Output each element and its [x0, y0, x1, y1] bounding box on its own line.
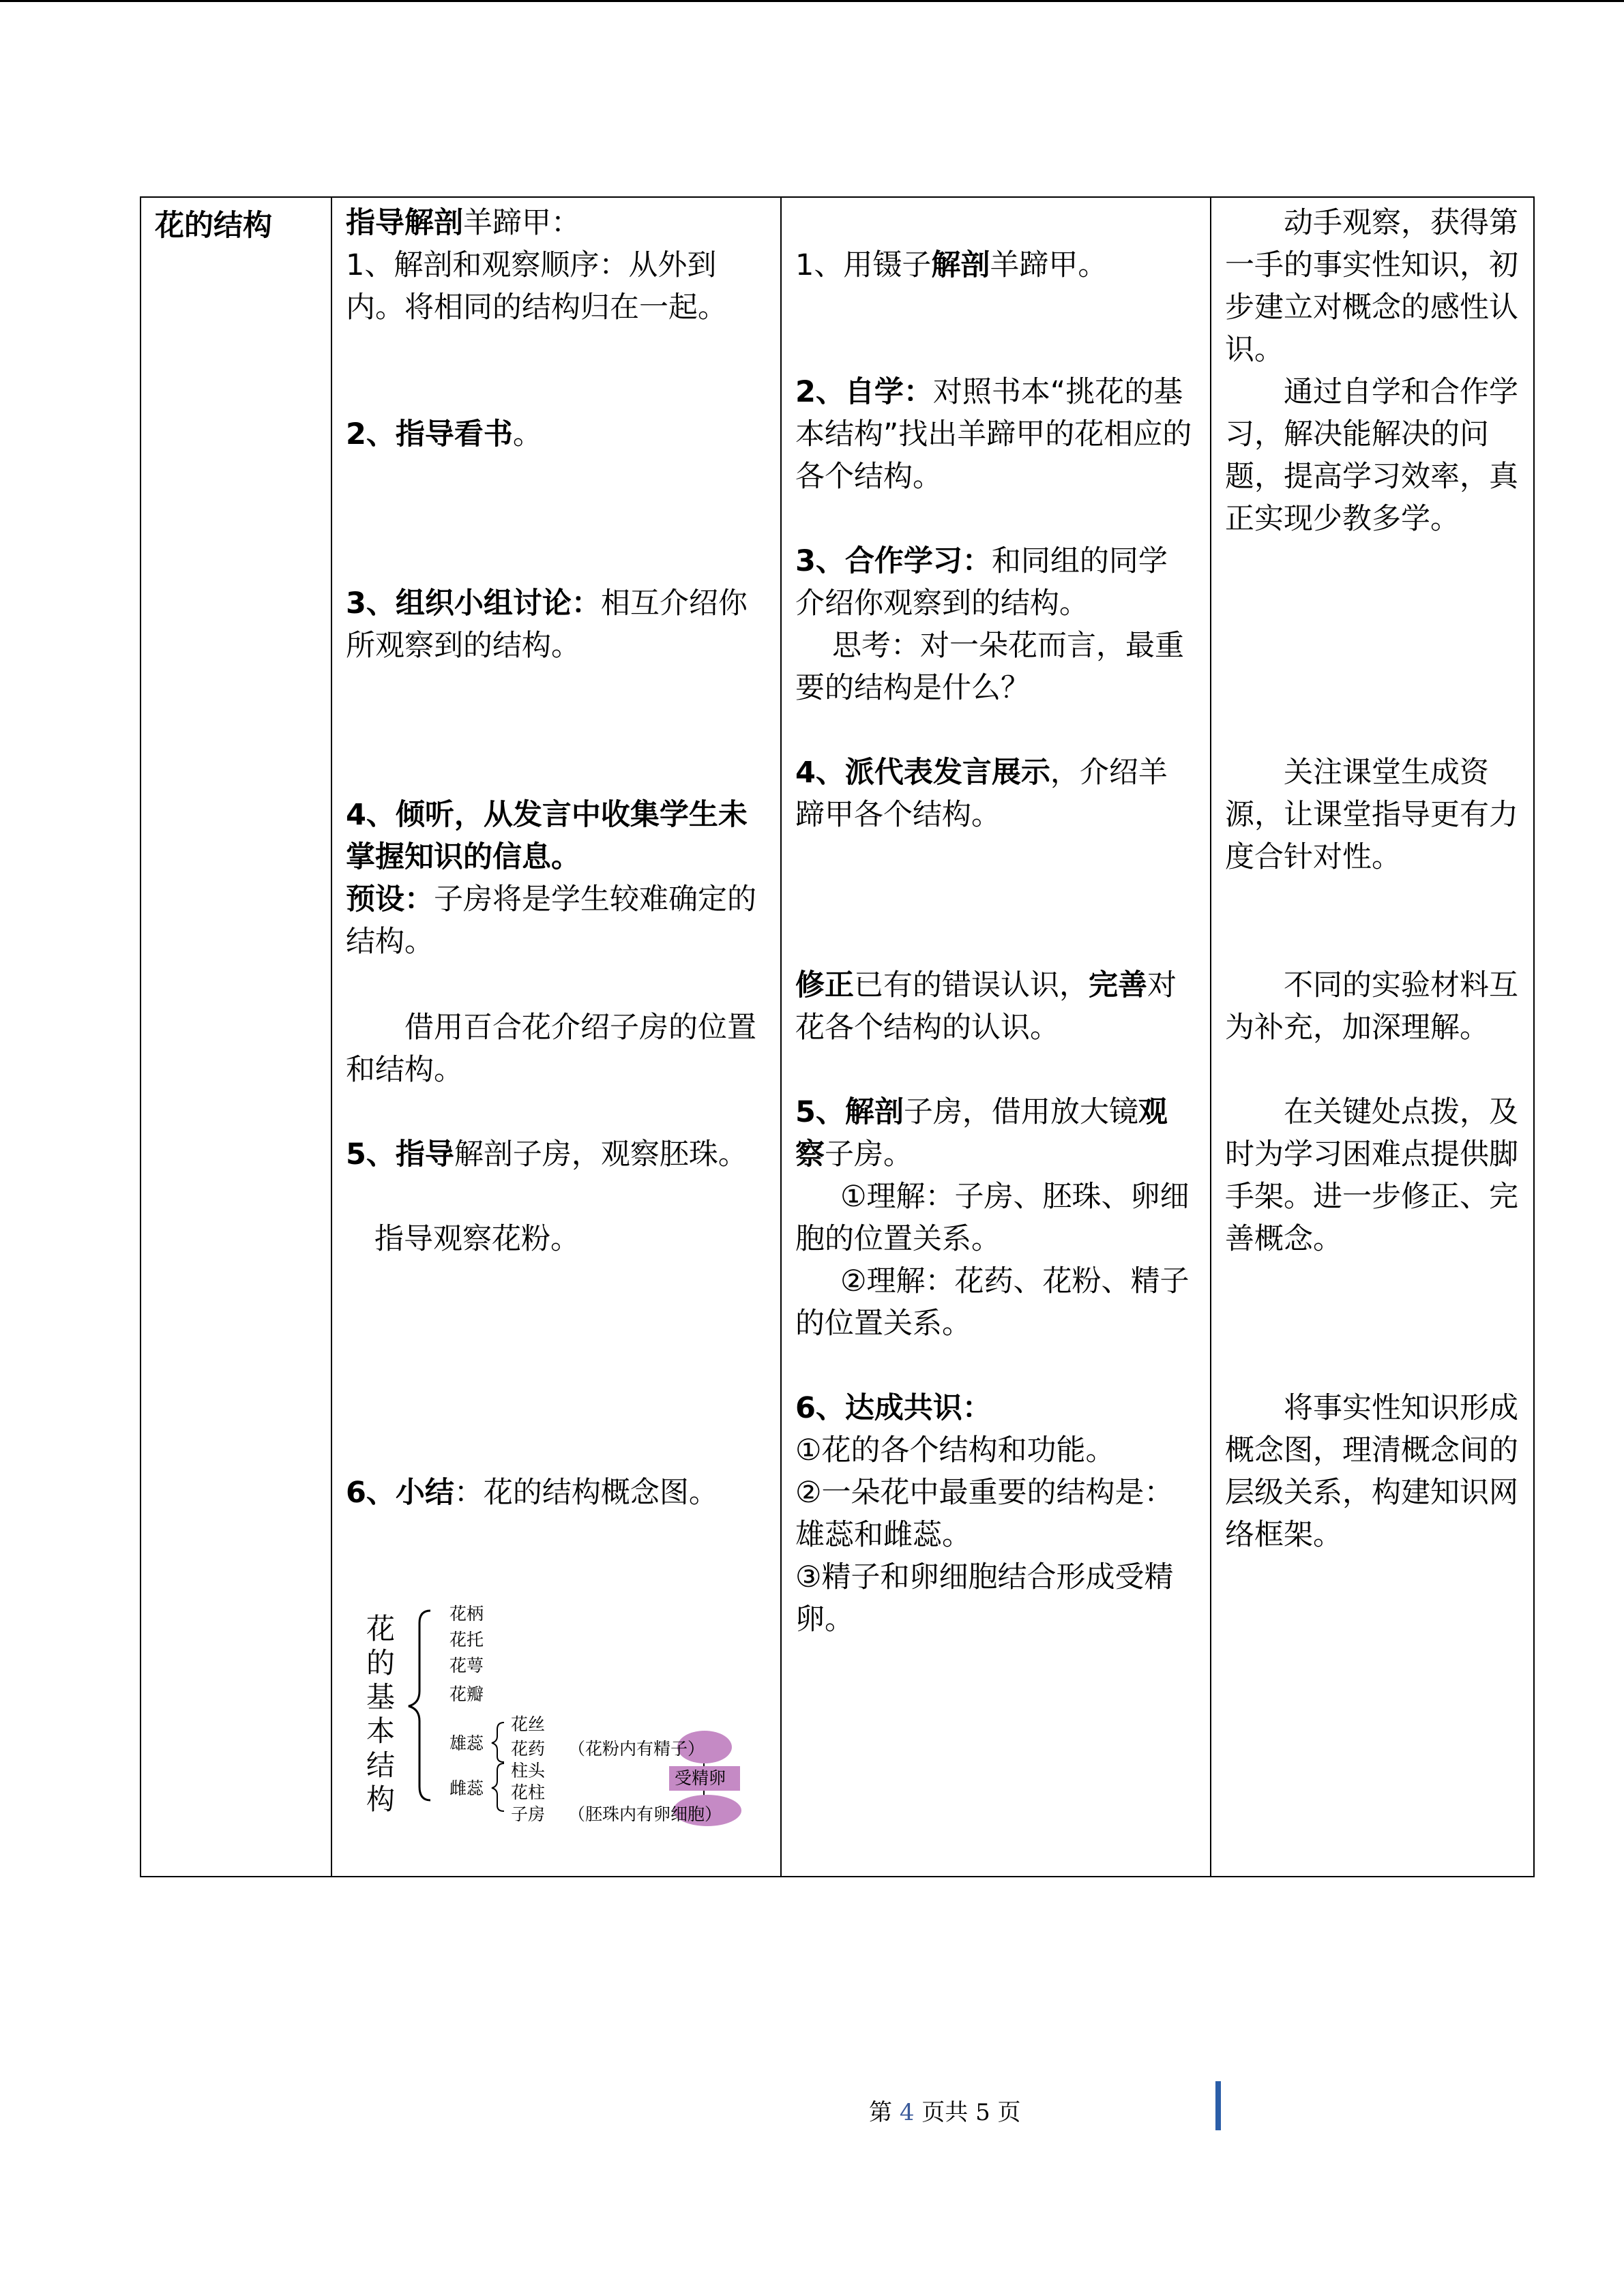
think-question: 思考：对一朵花而言，最重要的结构是什么？ [795, 629, 1184, 705]
concept-root-char: 花 [366, 1612, 395, 1645]
ovary-note-end: ） [705, 1804, 722, 1824]
flower-structure-concept-map [359, 1602, 741, 1834]
intent-2: 通过自学和合作学习，解决能解决的问题，提高学习效率，真正实现少教多学。 [1225, 375, 1518, 536]
student-step-2-bold: 2、自学： [795, 375, 933, 409]
teacher-step-2-bold: 2、指导看书 [346, 417, 513, 451]
intent-6: 将事实性知识形成概念图，理清概念间的层级关系，构建知识网络框架。 [1225, 1391, 1518, 1552]
total-page-number: 5 [975, 2099, 990, 2126]
teacher-intro-rest: 羊蹄甲： [463, 206, 580, 240]
footer-accent-bar [1215, 2081, 1221, 2130]
intent-5: 在关键处点拨，及时为学习困难点提供脚手架。进一步修正、完善概念。 [1225, 1095, 1518, 1256]
student-step-3-rest: 和同组的同学介绍你观察到的结构。 [795, 544, 1168, 621]
student-activity [795, 202, 1196, 1872]
student-step-3-bold: 3、合作学习： [795, 544, 992, 578]
concept-root-char: 基 [366, 1680, 395, 1714]
top-border-line [0, 0, 1624, 2]
teacher-step-6-bold: 6、小结 [346, 1476, 454, 1510]
topic-cell [141, 197, 331, 1877]
ovary-note-start: （胚珠内有 [568, 1804, 654, 1824]
intent-4: 不同的实验材料互为补充，加深理解。 [1225, 968, 1518, 1045]
consensus-title: 6、达成共识： [795, 1391, 992, 1425]
fix-rest: 对花各个结构的认识。 [795, 968, 1177, 1045]
preset-text: 子房将是学生较难确定的结构。 [346, 882, 756, 959]
consensus-1: ①花的各个结构和功能。 [795, 1433, 1115, 1467]
understanding-2: ②理解：花药、花粉、精子的位置关系。 [795, 1264, 1190, 1341]
student-step-2-rest: 对照书本“挑花的基本结构”找出羊蹄甲的花相应的各个结构。 [795, 375, 1192, 494]
page-footer [869, 2093, 1021, 2127]
understanding-1: ①理解：子房、胚珠、卵细胞的位置关系。 [795, 1180, 1190, 1256]
improve-bold: 完善 [1089, 968, 1147, 1002]
pollen-note: 指导观察花粉。 [374, 1222, 580, 1256]
student-step-1-a: 1、用镊子 [795, 248, 932, 282]
footer-middle: 页共 [921, 2099, 969, 2126]
sperm-label: 精子 [653, 1739, 688, 1759]
footer-suffix: 页 [997, 2099, 1021, 2126]
fix-bold: 修正 [795, 968, 854, 1002]
concept-root-char: 本 [366, 1714, 395, 1748]
consensus-3: ③精子和卵细胞结合形成受精卵。 [795, 1560, 1174, 1637]
teacher-intro-bold: 指导解剖 [346, 206, 463, 240]
egg-label: 卵细胞 [653, 1804, 705, 1824]
teacher-step-3-rest: 相互介绍你所观察到的结构。 [346, 586, 748, 663]
lily-note: 借用百合花介绍子房的位置和结构。 [346, 1011, 756, 1087]
student-step-4-rest: ，介绍羊蹄甲各个结构。 [795, 756, 1168, 832]
student-activity-cell [781, 197, 1211, 1877]
topic-label: 花的结构 [155, 209, 272, 243]
footer-prefix: 第 [869, 2099, 892, 2126]
pistil-part: 子房 [511, 1804, 546, 1824]
preset-label: 预设： [346, 882, 434, 916]
stamen-part: 花药 [511, 1739, 546, 1759]
teacher-step-5-bold: 5、指导 [346, 1137, 454, 1172]
stamen-part: 花丝 [511, 1714, 546, 1734]
student-step-1-b: 羊蹄甲。 [990, 248, 1108, 282]
teacher-step-6-rest: ：花的结构概念图。 [454, 1476, 718, 1510]
teacher-activity [346, 202, 767, 1872]
teacher-step-3-bold: 3、组织小组讨论： [346, 586, 601, 621]
student-step-1-bold: 解剖 [931, 248, 990, 282]
student-step-5-bold: 5、解剖 [795, 1095, 904, 1129]
observe-bold: 观察 [795, 1095, 1168, 1172]
teacher-step-4: 4、倾听，从发言中收集学生未掌握知识的信息。 [346, 798, 748, 874]
pistil-part: 柱头 [511, 1761, 546, 1780]
concept-root-char: 构 [366, 1783, 395, 1816]
teacher-step-1: 1、解剖和观察顺序：从外到内。将相同的结构归在一起。 [346, 248, 727, 325]
concept-part: 花瓣 [449, 1684, 484, 1704]
student-step-5-rest: 子房。 [825, 1137, 913, 1172]
teacher-activity-cell [331, 197, 781, 1877]
fix-mid: 已有的错误认识， [854, 968, 1089, 1002]
pistil-part: 花柱 [511, 1783, 546, 1802]
anther-note-start: （花粉内有 [568, 1739, 654, 1759]
concept-part: 花柄 [449, 1604, 484, 1624]
table-row [141, 197, 1534, 1877]
anther-note-end: ） [688, 1739, 705, 1759]
student-step-5-mid: 子房，借用放大镜 [903, 1095, 1138, 1129]
concept-part: 雌蕊 [449, 1778, 484, 1798]
teacher-step-5-rest: 解剖子房，观察胚珠。 [454, 1137, 748, 1172]
consensus-2: ②一朵花中最重要的结构是：雄蕊和雌蕊。 [795, 1476, 1174, 1552]
lesson-table [140, 196, 1535, 1877]
design-intent-cell [1211, 197, 1534, 1877]
concept-part: 花托 [449, 1630, 484, 1650]
intent-3: 关注课堂生成资源，让课堂指导更有力度合针对性。 [1225, 756, 1518, 874]
intent-1: 动手观察，获得第一手的事实性知识，初步建立对概念的感性认识。 [1225, 206, 1518, 367]
teacher-step-2-rest: 。 [512, 417, 542, 451]
zygote-label: 受精卵 [675, 1768, 726, 1788]
concept-root-char: 结 [366, 1748, 395, 1782]
concept-part: 雄蕊 [449, 1733, 484, 1753]
concept-part: 花萼 [449, 1656, 484, 1675]
current-page-number: 4 [899, 2099, 915, 2126]
student-step-4-bold: 4、派代表发言展示 [795, 756, 1050, 790]
design-intent [1225, 202, 1520, 1872]
concept-root-char: 的 [366, 1646, 395, 1680]
